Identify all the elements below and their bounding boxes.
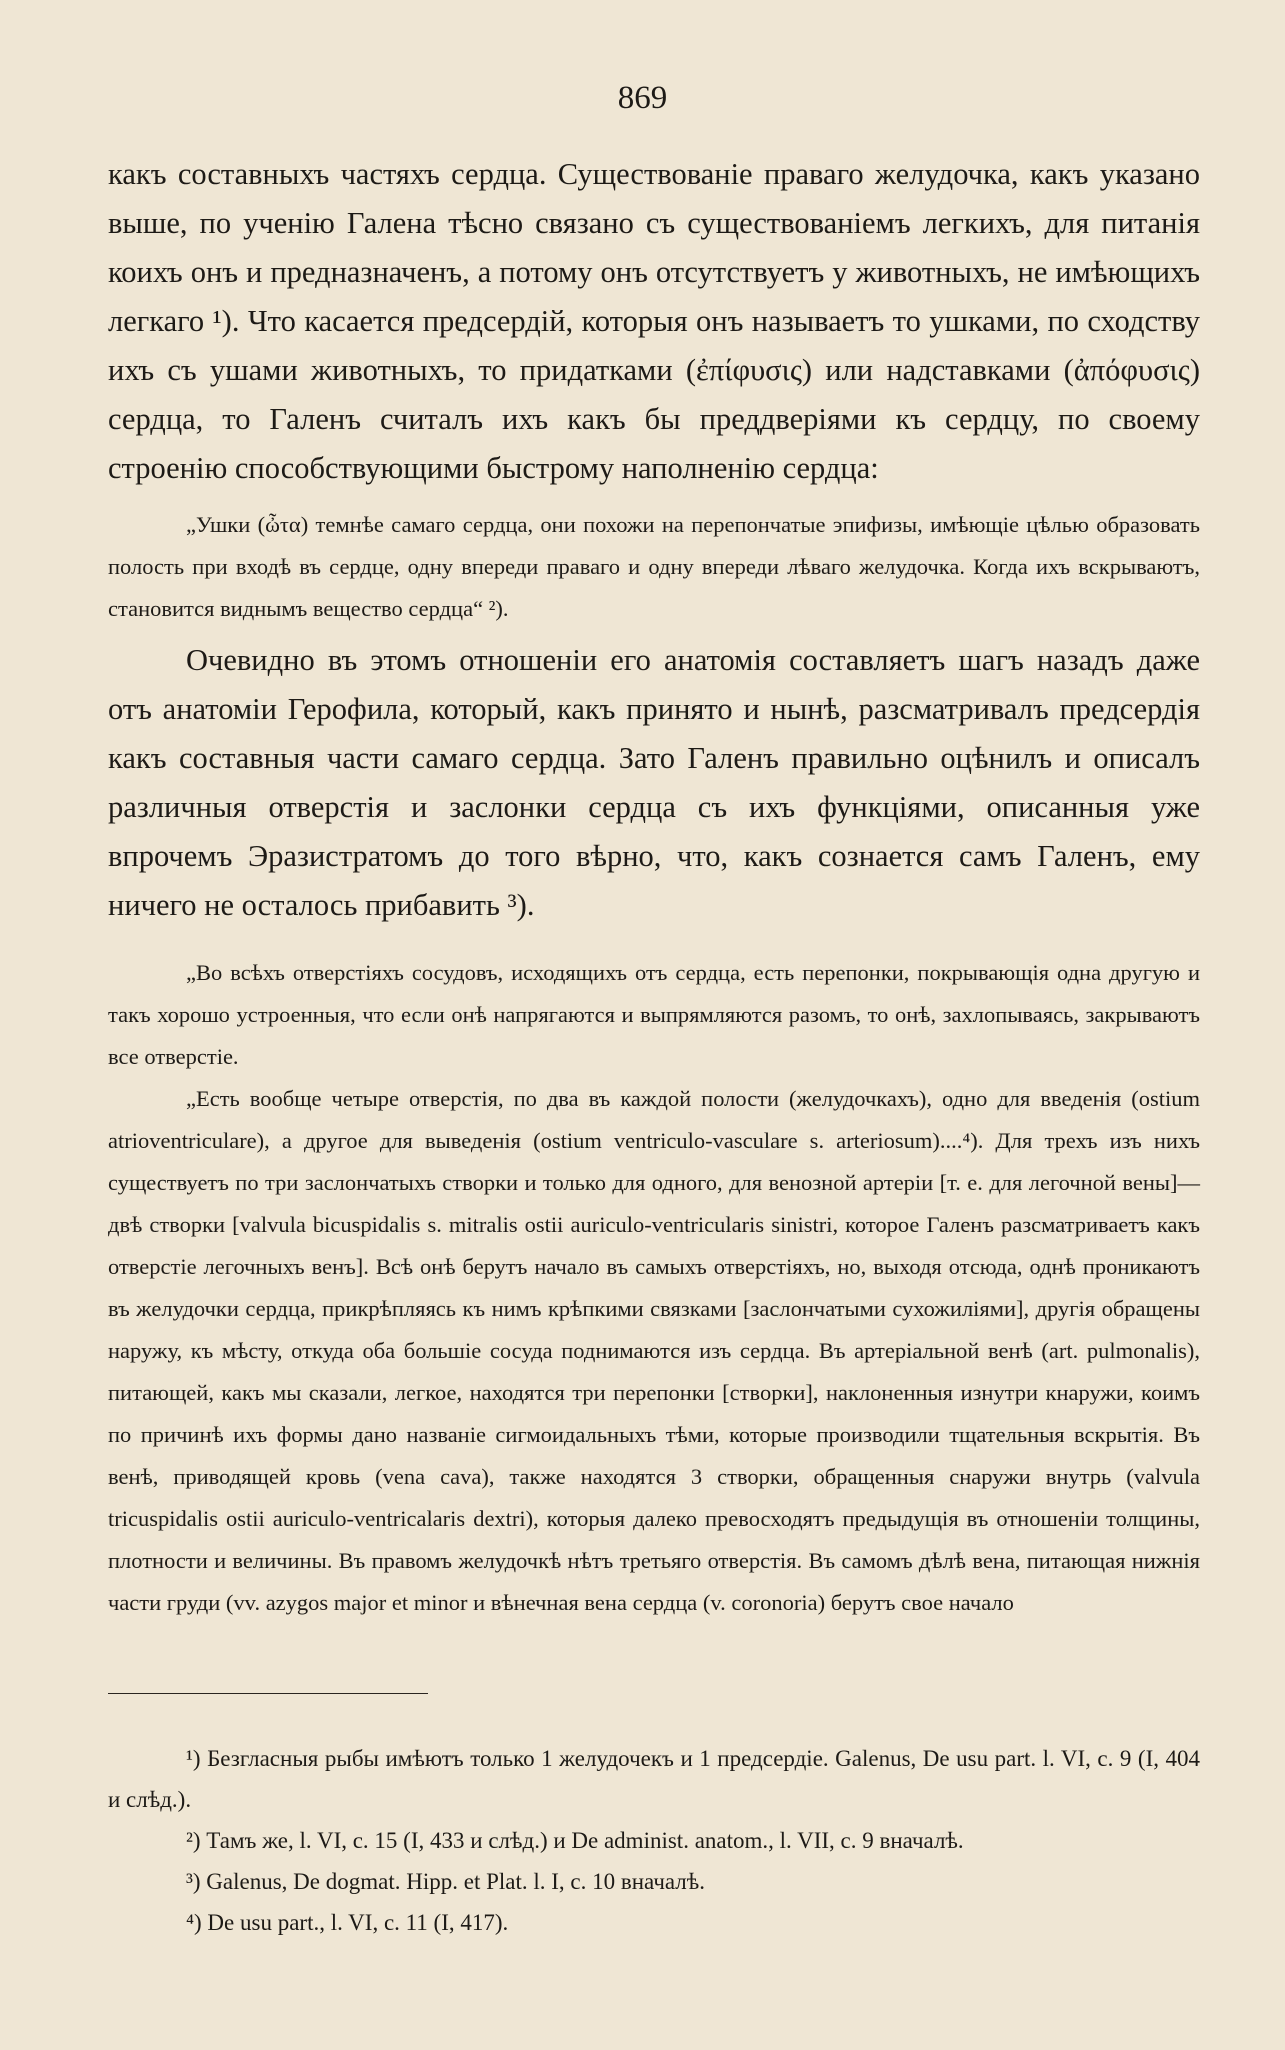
body-paragraph-1 — [108, 150, 1200, 493]
quote-block-1 — [108, 504, 1200, 630]
footnote-3: ³) Galenus, De dogmat. Hipp. et Plat. l. I, c. 10 вначалѣ. — [186, 1869, 706, 1894]
footnote-1: ¹) Безгласныя рыбы имѣютъ только 1 желудочекъ и 1 предсердіе. Galenus, De usu part. l. VI, c. 9 (I, 404 и слѣд.). — [108, 1746, 1200, 1812]
footnote-4: ⁴) De usu part., l. VI, c. 11 (I, 417). — [186, 1910, 509, 1935]
quote-2a-text: „Во всѣхъ отверстіяхъ сосудовъ, исходящихъ отъ сердца, есть перепонки, покрывающія одна другую и такъ хорошо устроенныя, что если онѣ напрягаются и выпрямляются разомъ, то онѣ, захлопываясь, закрываютъ все отверстіе. — [108, 960, 1200, 1069]
footnote-2: ²) Тамъ же, l. VI, c. 15 (I, 433 и слѣд.) и De administ. anatom., l. VII, c. 9 вначалѣ. — [186, 1828, 964, 1853]
quote-1-text: „Ушки (ὦτα) темнѣе самаго сердца, они похожи на перепончатые эпифизы, имѣющіе цѣлью образовать полость при входѣ въ сердце, одну впереди праваго и одну впереди лѣваго желудочка. Когда ихъ вскрываютъ, становится виднымъ вещество сердца“ ²). — [108, 512, 1200, 621]
quote-block-2 — [108, 952, 1200, 1624]
body-paragraph-2 — [108, 636, 1200, 930]
paragraph-1-text: какъ составныхъ частяхъ сердца. Существованіе праваго желудочка, какъ указано выше, по ученію Галена тѣсно связано съ существованіемъ легкихъ, для питанія коихъ онъ и предназначенъ, а потому онъ отсутствуетъ у животныхъ, не имѣющихъ легкаго ¹). Что касается предсердій, которыя онъ называетъ то ушками, по сходству ихъ съ ушами животныхъ, то придатками (ἐπίφυσις) или надставками (ἀπόφυσις) сердца, то Галенъ считалъ ихъ какъ бы преддверіями къ сердцу, по своему строенію способствующими быстрому наполненію сердца: — [108, 157, 1200, 485]
quote-2b-text: „Есть вообще четыре отверстія, по два въ каждой полости (желудочкахъ), одно для введенія (ostium atrioventriculare), а другое для выведенія (ostium ventriculo-vasculare s. arteriosum)....⁴). Для трехъ изъ нихъ существуетъ по три заслончатыхъ створки и только для одного, для венозной артеріи [т. е. для легочной вены]—двѣ створки [valvula bicuspidalis s. mitralis ostii auriculo-ventricularis sinistri, которое Галенъ разсматриваетъ какъ отверстіе легочныхъ венъ]. Всѣ онѣ берутъ начало въ самыхъ отверстіяхъ, но, выходя отсюда, однѣ проникаютъ въ желудочки сердца, прикрѣпляясь къ нимъ крѣпкими связками [заслончатыми сухожиліями], другія обращены наружу, къ мѣсту, откуда оба большіе сосуда поднимаются изъ сердца. Въ артеріальной венѣ (art. pulmonalis), питающей, какъ мы сказали, легкое, находятся три перепонки [створки], наклоненныя изнутри кнаружи, коимъ по причинѣ ихъ формы дано названіе сигмоидальныхъ тѣми, которые производили тщательныя вскрытія. Въ венѣ, приводящей кровь (vena cava), также находятся 3 створки, обращенныя снаружи внутрь (valvula tricuspidalis ostii auriculo-ventricalaris dextri), которыя далеко превосходятъ предыдущія въ отношеніи толщины, плотности и величины. Въ правомъ желудочкѣ нѣтъ третьяго отверстія. Въ самомъ дѣлѣ вена, питающая нижнія части груди (vv. azygos major et minor и вѣнечная вена сердца (v. coronoria) берутъ свое начало — [108, 1086, 1200, 1615]
paragraph-2-text: Очевидно въ этомъ отношеніи его анатомія составляетъ шагъ назадъ даже отъ анатоміи Герофила, который, какъ принято и нынѣ, разсматривалъ предсердія какъ составныя части самаго сердца. Зато Галенъ правильно оцѣнилъ и описалъ различныя отверстія и заслонки сердца съ ихъ функціями, описанныя уже впрочемъ Эразистратомъ до того вѣрно, что, какъ сознается самъ Галенъ, ему ничего не осталось прибавить ³). — [108, 643, 1200, 922]
footnotes — [108, 1738, 1200, 1943]
page-number: 869 — [617, 80, 668, 116]
footnote-divider — [108, 1693, 428, 1694]
